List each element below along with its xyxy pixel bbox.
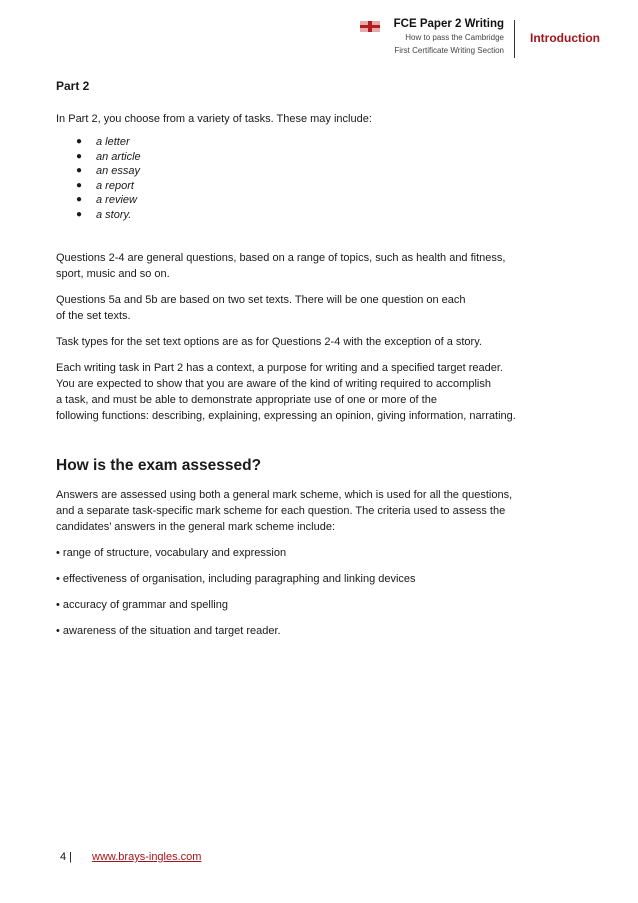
list-item (76, 208, 556, 223)
header-divider (514, 20, 515, 58)
text-line: sport, music and so on. (56, 268, 170, 280)
text-line: and a separate task-specific mark scheme for each question. The criteria used to assess the (56, 505, 506, 517)
header-section-label: Introduction (530, 31, 600, 45)
criterion-item: • awareness of the situation and target reader. (56, 625, 281, 637)
task-type: a review (96, 194, 137, 206)
text-line: Task types for the set text options are as for Questions 2-4 with the exception of a story. (56, 336, 482, 348)
list-item (76, 193, 556, 208)
page-footer (60, 851, 201, 863)
assessment-intro (56, 487, 556, 535)
list-item (76, 179, 556, 194)
bullet-icon: ● (76, 179, 83, 191)
task-type: a letter (96, 136, 130, 148)
text-line: Questions 5a and 5b are based on two set texts. There will be one question on each (56, 294, 466, 306)
main-content (56, 78, 556, 649)
text-line: candidates’ answers in the general mark scheme include: (56, 521, 336, 533)
criterion-item: • range of structure, vocabulary and expression (56, 547, 287, 559)
task-type: a report (96, 179, 134, 192)
text-line: You are expected to show that you are aware of the kind of writing required to accomplish (56, 378, 491, 390)
general-questions-paragraph (56, 250, 556, 282)
text-line: a task, and must be able to demonstrate appropriate use of one or more of the (56, 394, 437, 406)
bullet-icon: ● (76, 150, 83, 162)
part-2-heading: Part 2 (56, 79, 90, 93)
header-subtitle-line-1: How to pass the Cambridge (405, 33, 504, 42)
task-type: a story. (96, 208, 132, 221)
part-2-intro: In Part 2, you choose from a variety of tasks. These may include: (56, 113, 372, 125)
text-line: Questions 2-4 are general questions, based on a range of topics, such as health and fitness, (56, 252, 506, 264)
text-line: Answers are assessed using both a general mark scheme, which is used for all the questions, (56, 489, 513, 501)
bullet-icon: ● (76, 165, 83, 176)
task-type-list (76, 135, 556, 222)
writing-task-paragraph (56, 360, 556, 424)
criterion-item: • accuracy of grammar and spelling (56, 599, 228, 611)
text-line: of the set texts. (56, 310, 131, 322)
list-item (76, 135, 556, 150)
bullet-icon: ● (76, 208, 83, 220)
task-type: an essay (96, 165, 141, 177)
task-types-paragraph (56, 334, 556, 350)
website-link[interactable]: www.brays-ingles.com (92, 851, 202, 863)
list-item (76, 150, 556, 165)
header-title: FCE Paper 2 Writing (393, 18, 504, 30)
bullet-icon: ● (76, 194, 83, 205)
text-line: following functions: describing, explaining, expressing an opinion, giving information, narrating. (56, 410, 516, 422)
set-texts-paragraph (56, 292, 556, 324)
header-subtitle-line-2: First Certificate Writing Section (394, 46, 504, 55)
list-item (76, 164, 556, 179)
task-type: an article (96, 150, 141, 163)
text-line: Each writing task in Part 2 has a context, a purpose for writing and a specified target reader. (56, 362, 503, 374)
criterion-item: • effectiveness of organisation, including paragraphing and linking devices (56, 573, 416, 585)
page-number: 4 | (60, 851, 73, 863)
assessment-heading: How is the exam assessed? (56, 457, 262, 474)
header-block (284, 17, 504, 57)
bullet-icon: ● (76, 136, 83, 147)
